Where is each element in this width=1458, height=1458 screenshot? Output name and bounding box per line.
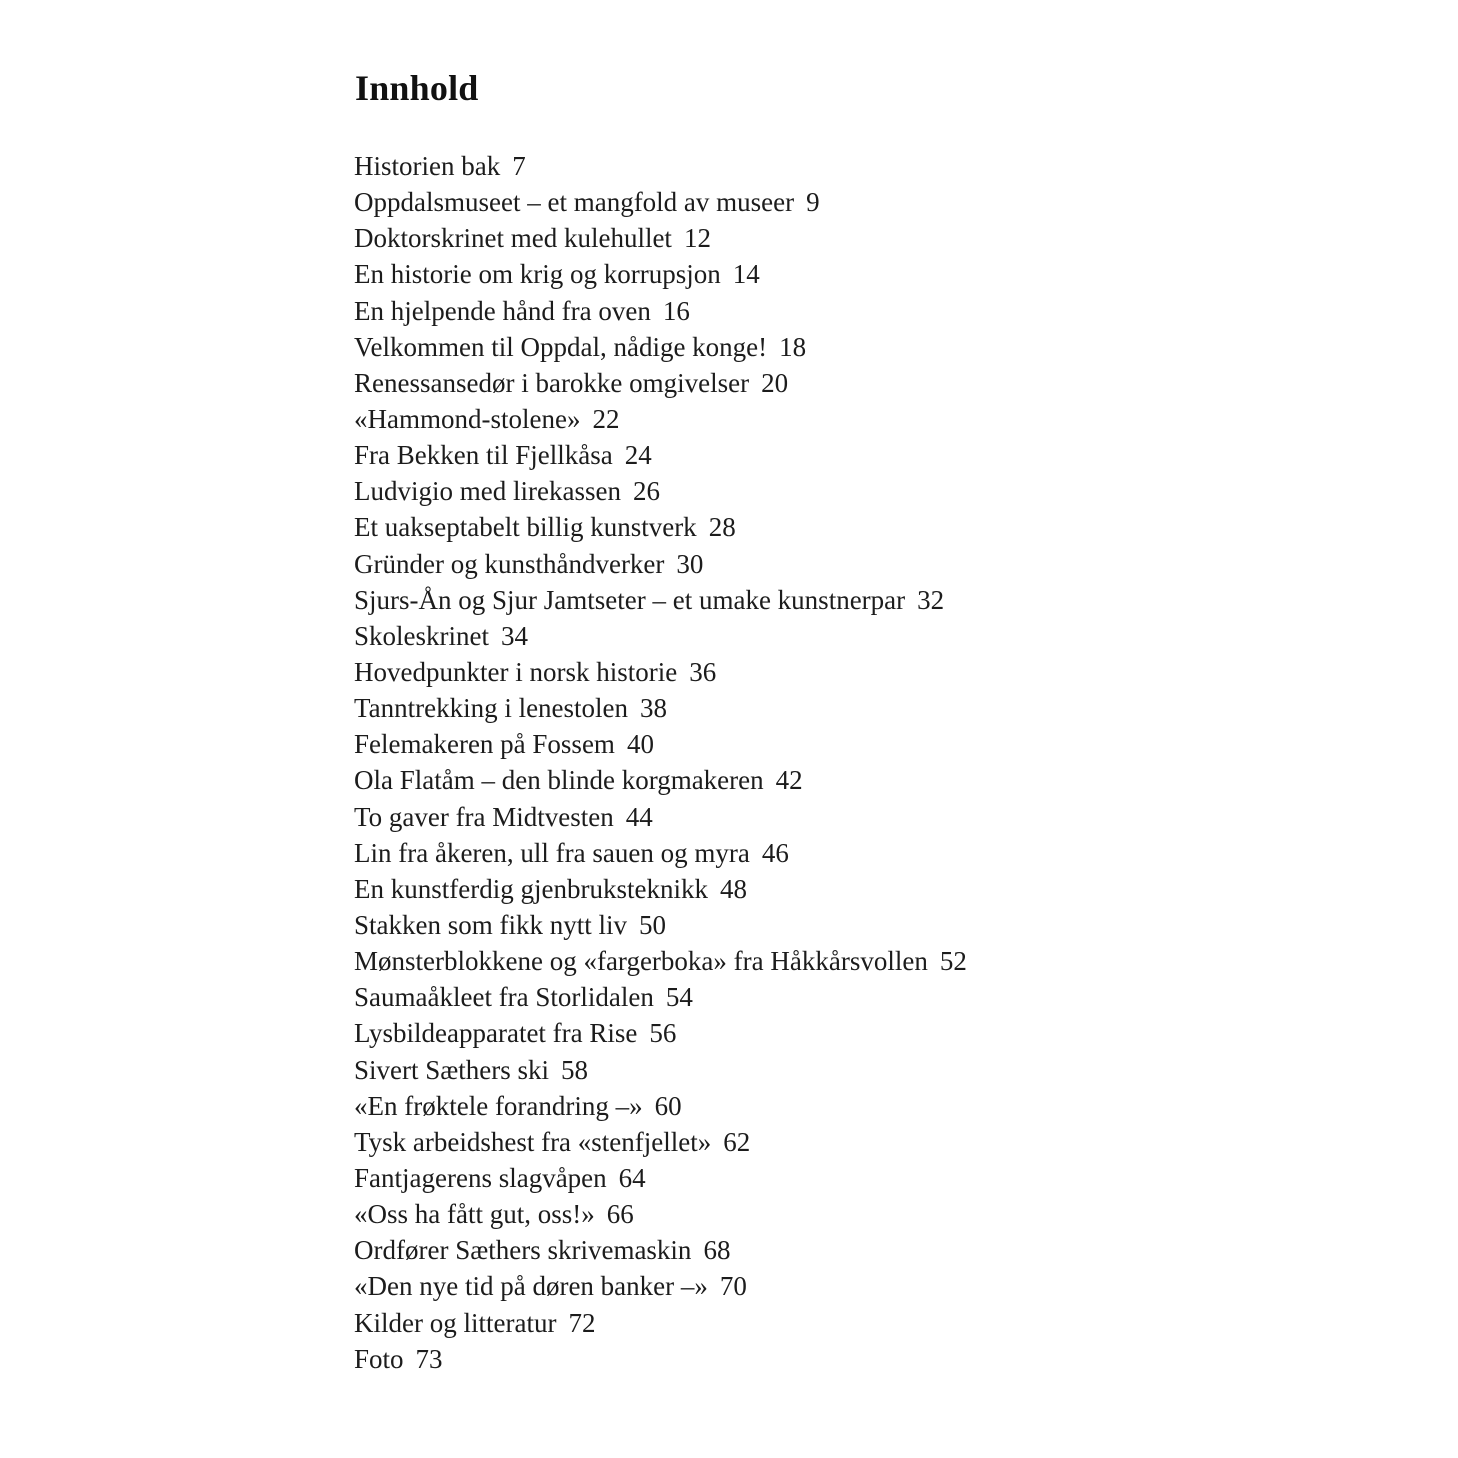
toc-entry-page-number: 9 <box>806 187 820 218</box>
toc-entry-title: Hovedpunkter i norsk historie <box>354 656 678 687</box>
toc-entry-page-number: 70 <box>719 1271 747 1302</box>
toc-entry <box>354 1196 967 1232</box>
toc-entry-title: «Hammond-stolene» <box>354 403 581 434</box>
toc-entry <box>354 437 967 473</box>
toc-entry-title: Ola Flatåm – den blinde korgmakeren <box>354 765 764 796</box>
toc-entry-page-number: 64 <box>618 1162 646 1193</box>
toc-entry-title: Kilder og litteratur <box>354 1307 557 1338</box>
toc-entry-page-number: 22 <box>592 403 620 434</box>
toc-entry <box>354 1232 967 1268</box>
toc-entry-title: Renessansedør i barokke omgivelser <box>354 367 750 398</box>
toc-entry-page-number: 72 <box>568 1307 596 1338</box>
toc-entry <box>354 1015 967 1051</box>
toc-entry <box>354 509 967 545</box>
toc-entry-page-number: 48 <box>719 873 747 904</box>
toc-entry-page-number: 26 <box>632 476 660 507</box>
toc-entry-page-number: 58 <box>561 1054 589 1085</box>
toc-entry-title: To gaver fra Midtvesten <box>354 801 614 832</box>
toc-entry-title: Gründer og kunsthåndverker <box>354 548 665 579</box>
toc-entry-page-number: 62 <box>723 1126 751 1157</box>
toc-entry-title: «Den nye tid på døren banker –» <box>354 1271 708 1302</box>
toc-entry-title: Sivert Sæthers ski <box>354 1054 550 1085</box>
toc-entry-page-number: 44 <box>625 801 653 832</box>
toc-entry-page-number: 30 <box>676 548 704 579</box>
toc-entry <box>354 618 967 654</box>
toc-entry <box>354 1160 967 1196</box>
toc-entry-title: En historie om krig og korrupsjon <box>354 259 721 290</box>
toc-entry <box>354 1268 967 1304</box>
toc-entry-page-number: 68 <box>703 1235 731 1266</box>
toc-entry-title: Foto <box>354 1343 404 1374</box>
toc-entry-title: Felemakeren på Fossem <box>354 729 615 760</box>
toc-entry-page-number: 54 <box>665 982 693 1013</box>
table-of-contents <box>354 148 967 1377</box>
toc-entry-title: Saumaåkleet fra Storlidalen <box>354 982 654 1013</box>
toc-entry <box>354 1088 967 1124</box>
toc-entry-page-number: 12 <box>683 223 711 254</box>
toc-entry-page-number: 34 <box>501 620 528 651</box>
page-title: Innhold <box>355 68 479 108</box>
toc-entry-page-number: 36 <box>689 656 717 687</box>
toc-entry-title: Lin fra åkeren, ull fra sauen og myra <box>354 837 750 868</box>
toc-entry-title: En kunstferdig gjenbruksteknikk <box>354 873 708 904</box>
toc-entry <box>354 329 967 365</box>
toc-entry <box>354 184 967 220</box>
toc-entry-title: Velkommen til Oppdal, nådige konge! <box>354 331 768 362</box>
toc-entry-title: Doktorskrinet med kulehullet <box>354 223 672 254</box>
toc-entry <box>354 582 967 618</box>
toc-entry <box>354 654 967 690</box>
toc-entry <box>354 762 967 798</box>
toc-entry-title: Fra Bekken til Fjellkåsa <box>354 440 613 471</box>
toc-entry <box>354 1305 967 1341</box>
toc-entry-title: Lysbildeapparatet fra Rise <box>354 1018 638 1049</box>
toc-entry-page-number: 73 <box>415 1343 443 1374</box>
toc-entry <box>354 1341 967 1377</box>
toc-entry <box>354 256 967 292</box>
toc-entry-title: Skoleskrinet <box>354 620 489 651</box>
toc-entry <box>354 1124 967 1160</box>
toc-entry-page-number: 40 <box>626 729 654 760</box>
toc-entry-page-number: 28 <box>708 512 736 543</box>
toc-entry-title: Et uakseptabelt billig kunstverk <box>354 512 697 543</box>
toc-entry <box>354 907 967 943</box>
toc-entry-page-number: 14 <box>732 259 760 290</box>
toc-entry-page-number: 20 <box>761 367 789 398</box>
toc-entry <box>354 1052 967 1088</box>
toc-entry-title: Historien bak <box>354 151 501 181</box>
toc-entry <box>354 365 967 401</box>
toc-entry <box>354 979 967 1015</box>
toc-entry <box>354 473 967 509</box>
toc-entry-page-number: 66 <box>606 1199 634 1230</box>
toc-entry <box>354 401 967 437</box>
toc-entry-page-number: 60 <box>654 1090 682 1121</box>
toc-entry <box>354 943 967 979</box>
toc-entry-page-number: 38 <box>640 693 668 724</box>
toc-entry-title: Tanntrekking i lenestolen <box>354 693 629 724</box>
toc-entry <box>354 835 967 871</box>
toc-entry <box>354 799 967 835</box>
toc-entry-page-number: 50 <box>639 909 666 940</box>
toc-entry-title: En hjelpende hånd fra oven <box>354 295 651 326</box>
toc-entry-title: «Oss ha fått gut, oss!» <box>354 1199 595 1230</box>
toc-entry <box>354 293 967 329</box>
toc-entry-page-number: 32 <box>917 584 945 615</box>
toc-entry-title: «En frøktele forandring –» <box>354 1090 643 1121</box>
toc-entry <box>354 546 967 582</box>
toc-entry-page-number: 16 <box>662 295 690 326</box>
toc-entry-title: Fantjagerens slagvåpen <box>354 1162 607 1193</box>
toc-entry-title: Sjurs-Ån og Sjur Jamtseter – et umake kunstnerpar <box>354 584 906 615</box>
toc-entry-page-number: 46 <box>761 837 789 868</box>
toc-entry-title: Mønsterblokkene og «fargerboka» fra Håkkårsvollen <box>354 946 928 977</box>
toc-entry-page-number: 24 <box>624 440 652 471</box>
toc-entry <box>354 726 967 762</box>
toc-entry <box>354 220 967 256</box>
toc-entry <box>354 148 967 184</box>
toc-entry-page-number: 18 <box>779 331 807 362</box>
toc-entry-page-number: 56 <box>649 1018 677 1049</box>
toc-entry-title: Tysk arbeidshest fra «stenfjellet» <box>354 1126 712 1157</box>
toc-entry-title: Ordfører Sæthers skrivemaskin <box>354 1235 692 1266</box>
toc-entry-page-number: 52 <box>939 946 967 977</box>
toc-entry <box>354 871 967 907</box>
toc-entry-page-number: 7 <box>512 151 526 181</box>
toc-entry <box>354 690 967 726</box>
toc-entry-title: Stakken som fikk nytt liv <box>354 909 627 940</box>
toc-entry-title: Ludvigio med lirekassen <box>354 476 621 507</box>
toc-entry-title: Oppdalsmuseet – et mangfold av museer <box>354 187 795 218</box>
toc-entry-page-number: 42 <box>775 765 803 796</box>
